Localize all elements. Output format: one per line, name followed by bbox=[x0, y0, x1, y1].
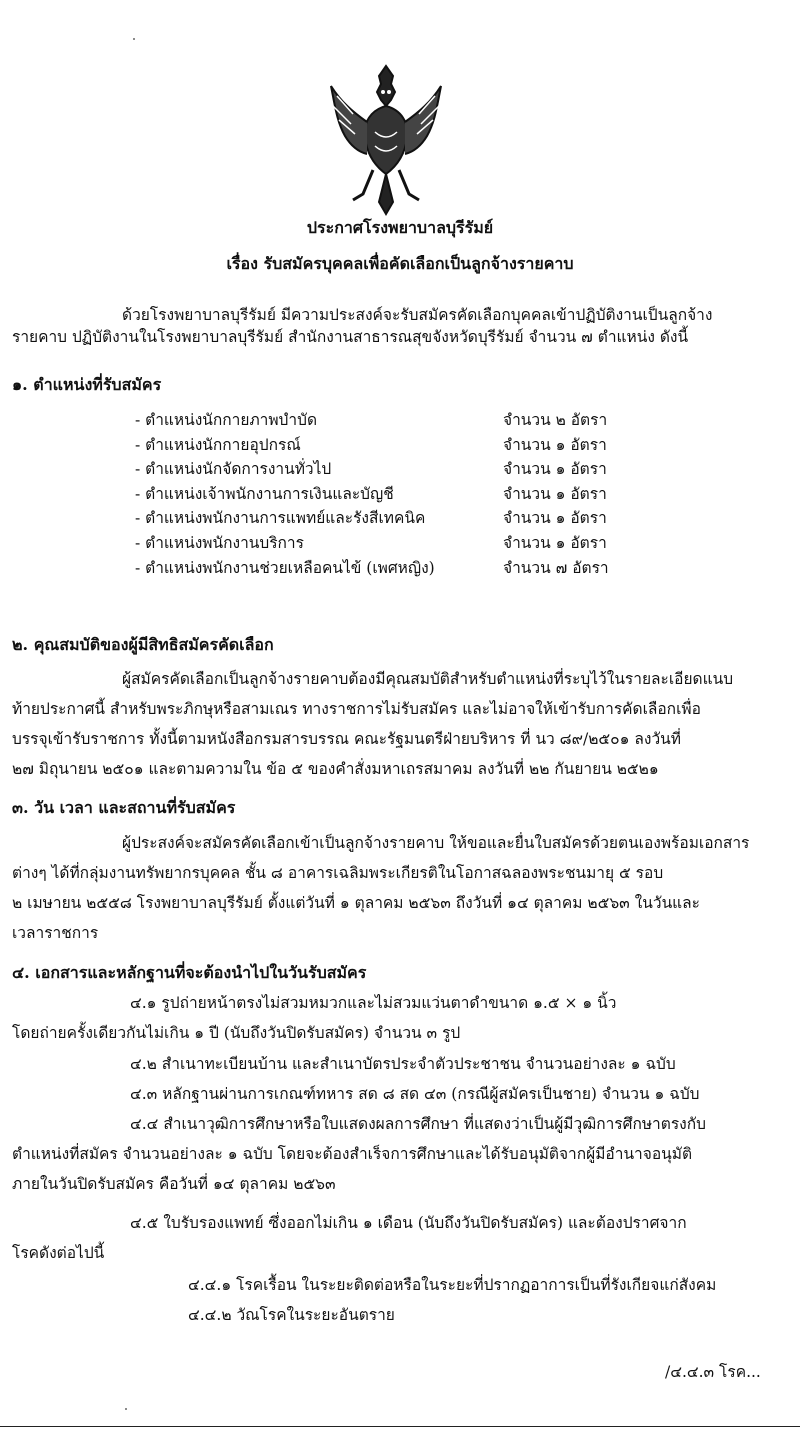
list-item: - ตำแหน่งพนักงานบริการ จำนวน ๑ อัตรา bbox=[135, 534, 607, 553]
section-3-paragraph: ผู้ประสงค์จะสมัครคัดเลือกเข้าเป็นลูกจ้างรายคาบ ให้ขอและยื่นใบสมัครด้วยตนเองพร้อมเอกสาร ต่างๆ ได้ที่กลุ่มงานทรัพยากรบุคคล ชั้น ๘ อาคารเฉลิมพระเกียรติในโอกาสฉลองพระชนมายุ ๕ รอบ ๒ เมษายน ๒๕๕๘ โรงพยาบาลบุรีรัมย์ ตั้งแต่วันที่ ๑ ตุลาคม ๒๕๖๓ ถึงวันที่ ๑๔ ตุลาคม ๒๕๖๓ ในวันและ เวลาราชการ bbox=[12, 834, 750, 942]
continued-reference: /๔.๔.๓ โรค... bbox=[665, 1363, 761, 1381]
section-4-heading: ๔. เอกสารและหลักฐานที่จะต้องนำไปในวันรับสมัคร bbox=[12, 963, 367, 982]
item-4-4-line-1: ๔.๔ สำเนาวุฒิการศึกษาหรือใบแสดงผลการศึกษา ที่แสดงว่าเป็นผู้มีวุฒิการศึกษาตรงกับ bbox=[130, 1115, 706, 1133]
item-4-1-line-2: โดยถ่ายครั้งเดียวกันไม่เกิน ๑ ปี (นับถึงวันปิดรับสมัคร) จำนวน ๓ รูป bbox=[12, 1024, 461, 1042]
announcement-title: ประกาศโรงพยาบาลบุรีรัมย์ bbox=[306, 218, 494, 237]
item-4-2: ๔.๒ สำเนาทะเบียนบ้าน และสำเนาบัตรประจำตัวประชาชน จำนวนอย่างละ ๑ ฉบับ bbox=[130, 1055, 676, 1073]
announcement-subject: เรื่อง รับสมัครบุคคลเพื่อคัดเลือกเป็นลูกจ้างรายคาบ bbox=[226, 254, 574, 273]
list-item: - ตำแหน่งนักจัดการงานทั่วไป จำนวน ๑ อัตรา bbox=[135, 460, 607, 479]
item-4-4-2: ๔.๔.๒ วัณโรคในระยะอันตราย bbox=[188, 1306, 395, 1324]
page-bottom-rule bbox=[0, 1426, 800, 1427]
item-4-4-line-3: ภายในวันปิดรับสมัคร คือวันที่ ๑๔ ตุลาคม ๒๕๖๓ bbox=[12, 1175, 336, 1193]
item-4-5-line-1: ๔.๕ ใบรับรองแพทย์ ซึ่งออกไม่เกิน ๑ เดือน (นับถึงวันปิดรับสมัคร) และต้องปราศจาก bbox=[130, 1214, 687, 1232]
intro-paragraph bbox=[12, 304, 784, 349]
item-4-4-line-2: ตำแหน่งที่สมัคร จำนวนอย่างละ ๑ ฉบับ โดยจะต้องสำเร็จการศึกษาและได้รับอนุมัติจากผู้มีอำนาจอนุมัติ bbox=[12, 1145, 693, 1163]
scan-speck bbox=[133, 38, 135, 40]
section-3-heading: ๓. วัน เวลา และสถานที่รับสมัคร bbox=[12, 798, 236, 817]
position-list bbox=[135, 408, 775, 580]
item-4-4-1: ๔.๔.๑ โรคเรื้อน ในระยะติดต่อหรือในระยะที่ปรากฏอาการเป็นที่รังเกียจแก่สังคม bbox=[188, 1276, 717, 1294]
item-4-3: ๔.๓ หลักฐานผ่านการเกณฑ์ทหาร สด ๘ สด ๔๓ (กรณีผู้สมัครเป็นชาย) จำนวน ๑ ฉบับ bbox=[130, 1085, 700, 1103]
list-item: - ตำแหน่งเจ้าพนักงานการเงินและบัญชี จำนวน ๑ อัตรา bbox=[135, 484, 607, 503]
section-2-paragraph: ผู้สมัครคัดเลือกเป็นลูกจ้างรายคาบต้องมีคุณสมบัติสำหรับตำแหน่งที่ระบุไว้ในรายละเอียดแนบ ท้ายประกาศนี้ สำหรับพระภิกษุหรือสามเณร ทางราชการไม่รับสมัคร และไม่อาจให้เข้ารับการคัดเลือกเพื่อ บรรจุเข้ารับราชการ ทั้งนี้ตามหนังสือกรมสารบรรณ คณะรัฐมนตรีฝ่ายบริหาร ที่ นว ๘๙/๒๕๐๑ ลงวันที่ ๒๗ มิถุนายน ๒๕๐๑ และตามความใน ข้อ ๕ ของคำสั่งมหาเถรสมาคม ลงวันที่ ๒๒ กันยายน ๒๕๒๑ bbox=[12, 670, 734, 778]
section-2-heading: ๒. คุณสมบัติของผู้มีสิทธิสมัครคัดเลือก bbox=[12, 635, 274, 654]
list-item: - ตำแหน่งนักกายภาพบำบัด จำนวน ๒ อัตรา bbox=[135, 411, 608, 430]
list-item: - ตำแหน่งพนักงานการแพทย์และรังสีเทคนิค จำนวน ๑ อัตรา bbox=[135, 509, 607, 528]
list-item: - ตำแหน่งพนักงานช่วยเหลือคนไข้ (เพศหญิง) จำนวน ๗ อัตรา bbox=[135, 558, 609, 577]
item-4-5-line-2: โรคดังต่อไปนี้ bbox=[12, 1244, 105, 1262]
garuda-emblem-icon bbox=[323, 62, 449, 217]
section-1-heading: ๑. ตำแหน่งที่รับสมัคร bbox=[12, 375, 162, 394]
scan-speck bbox=[125, 1408, 127, 1410]
intro-line-2: รายคาบ ปฏิบัติงานในโรงพยาบาลบุรีรัมย์ สำนักงานสาธารณสุขจังหวัดบุรีรัมย์ จำนวน ๗ ตำแหน่ง ดังนี้ bbox=[12, 328, 689, 347]
item-4-1-line-1: ๔.๑ รูปถ่ายหน้าตรงไม่สวมหมวกและไม่สวมแว่นตาดำขนาด ๑.๕ × ๑ นิ้ว bbox=[130, 994, 617, 1012]
list-item: - ตำแหน่งนักกายอุปกรณ์ จำนวน ๑ อัตรา bbox=[135, 435, 607, 454]
intro-line-1: ด้วยโรงพยาบาลบุรีรัมย์ มีความประสงค์จะรับสมัครคัดเลือกบุคคลเข้าปฏิบัติงานเป็นลูกจ้าง bbox=[122, 306, 713, 324]
